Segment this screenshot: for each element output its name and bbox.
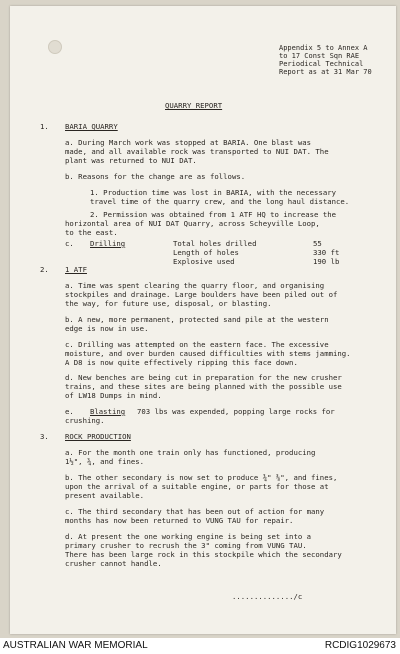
s1-drilling-heading: Drilling xyxy=(90,239,126,248)
section-1-number: 1. xyxy=(40,122,49,131)
header-line-4: Report as at 31 Mar 70 xyxy=(279,68,372,76)
s2-c-line-2: moisture, and over burden caused difficulties with stems jamming. xyxy=(65,349,351,358)
s3-b-line-2: upon the arrival of a suitable engine, or parts for those at xyxy=(65,482,329,491)
s2-e-line-2: crushing. xyxy=(65,416,105,425)
s1-a-line-1: a. During March work was stopped at BARIA. One blast was xyxy=(65,138,312,147)
s1-b1-line-1: 1. Production time was lost in BARIA, with the necessary xyxy=(90,188,337,197)
s2-blasting-heading: Blasting xyxy=(90,407,126,416)
s3-d-line-4: crusher cannot handle. xyxy=(65,559,162,568)
drilling-row-value: 55 xyxy=(313,239,322,248)
drilling-row-value: 330 ft xyxy=(313,248,340,257)
s1-b2-line-2: horizontal area of NUI DAT Quarry, across Scheyville Loop, xyxy=(65,219,320,228)
section-1-heading: BARIA QUARRY xyxy=(65,122,118,131)
header-line-3: Periodical Technical xyxy=(279,60,364,68)
s3-a-line-1: a. For the month one train only has functioned, producing xyxy=(65,448,316,457)
s1-b2-line-1: 2. Permission was obtained from 1 ATF HQ to increase the xyxy=(90,210,337,219)
s1-a-line-3: plant was returned to NUI DAT. xyxy=(65,156,197,165)
section-2-number: 2. xyxy=(40,265,49,274)
document-page xyxy=(10,6,396,634)
s2-d-line-2: trains, and these sites are being planned with the possible use xyxy=(65,382,342,391)
s1-b2-line-3: to the east. xyxy=(65,228,118,237)
s3-d-line-2: primary crusher to recrush the 3" coming from VUNG TAU. xyxy=(65,541,307,550)
s2-a-line-2: stockpiles and drainage. Large boulders have been piled out of xyxy=(65,290,338,299)
archive-footer xyxy=(0,638,400,654)
s2-c-line-1: c. Drilling was attempted on the eastern face. The excessive xyxy=(65,340,329,349)
drilling-row-value: 190 lb xyxy=(313,257,340,266)
s2-b-line-2: edge is now in use. xyxy=(65,324,149,333)
section-2-heading: 1 ATF xyxy=(65,265,87,274)
s1-b1-line-2: travel time of the quarry crew, and the long haul distance. xyxy=(90,197,350,206)
s2-c-line-3: A D8 is now quite effectively ripping this face down. xyxy=(65,358,298,367)
s1-b-line: b. Reasons for the change are as follows. xyxy=(65,172,246,181)
s3-d-line-1: d. At present the one working engine is being set into a xyxy=(65,532,312,541)
drilling-row-label: Explosive used xyxy=(173,257,235,266)
section-3-heading: ROCK PRODUCTION xyxy=(65,432,131,441)
punch-hole xyxy=(48,40,62,54)
s3-d-line-3: There has been large rock in this stockpile which the secondary xyxy=(65,550,342,559)
footer-record-id: RCDIG1029673 xyxy=(324,640,396,651)
s3-a-line-2: 1½", ¾, and fines. xyxy=(65,457,145,466)
s1-a-line-2: made, and all available rock was transported to NUI DAT. The xyxy=(65,147,329,156)
drilling-row-label: Length of holes xyxy=(173,248,239,257)
s2-a-line-3: the way, for future use, disposal, or blasting. xyxy=(65,299,272,308)
s3-c-line-2: months has now been returned to VUNG TAU for repair. xyxy=(65,516,294,525)
header-line-2: to 17 Const Sqn RAE xyxy=(279,52,360,60)
drilling-row-label: Total holes drilled xyxy=(173,239,257,248)
header-line-1: Appendix 5 to Annex A xyxy=(279,44,368,52)
s2-d-line-1: d. New benches are being cut in preparation for the new crusher xyxy=(65,373,342,382)
s1-c-label: c. xyxy=(65,239,74,248)
s2-b-line-1: b. A new, more permanent, protected sand pile at the western xyxy=(65,315,329,324)
s3-c-line-1: c. The third secondary that has been out of action for many xyxy=(65,507,325,516)
s3-b-line-3: present available. xyxy=(65,491,145,500)
section-3-number: 3. xyxy=(40,432,49,441)
s2-e-label: e. xyxy=(65,407,74,416)
report-title: QUARRY REPORT xyxy=(165,101,223,110)
s2-d-line-3: of LW18 Dumps in mind. xyxy=(65,391,162,400)
s2-e-line-1: 703 lbs was expended, popping large rocks for xyxy=(137,407,335,416)
footer-source: AUSTRALIAN WAR MEMORIAL xyxy=(3,640,148,651)
s2-a-line-1: a. Time was spent clearing the quarry floor, and organising xyxy=(65,281,325,290)
continuation-marker: ............../c xyxy=(232,592,303,601)
s3-b-line-1: b. The other secondary is now set to produce ¾" ⅜", and fines, xyxy=(65,473,338,482)
